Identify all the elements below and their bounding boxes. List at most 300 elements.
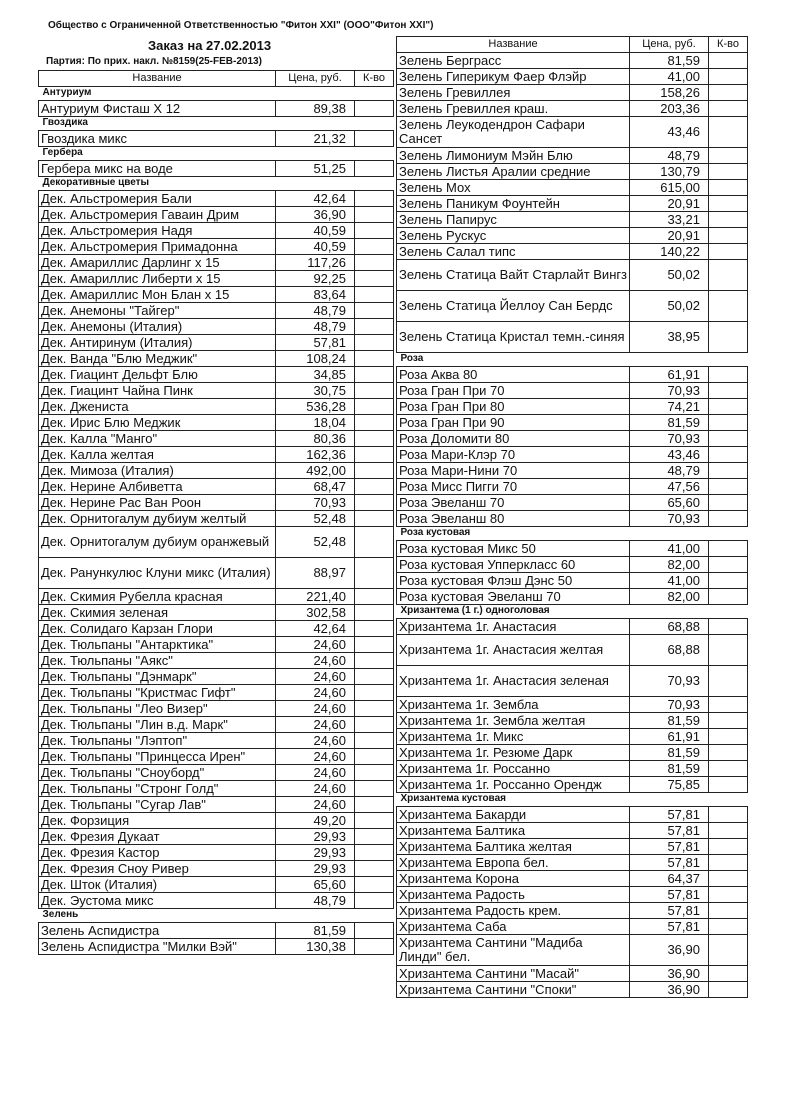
- table-row: [397, 479, 748, 495]
- item-name: Роза Гран При 70: [397, 383, 630, 399]
- item-qty: [709, 839, 748, 855]
- table-row: [397, 228, 748, 244]
- item-price: 41,00: [630, 69, 709, 85]
- item-name: Роза Гран При 90: [397, 415, 630, 431]
- item-name: Роза Эвеланш 80: [397, 511, 630, 527]
- table-row: [39, 637, 394, 653]
- item-price: 302,58: [276, 605, 355, 621]
- item-qty: [355, 717, 394, 733]
- item-price: 61,91: [630, 367, 709, 383]
- table-row: [397, 148, 748, 164]
- item-price: 81,59: [630, 415, 709, 431]
- section-title: Хризантема кустовая: [400, 793, 506, 805]
- col-header-price: Цена, руб.: [276, 71, 355, 87]
- item-name: Дек. Орнитогалум дубиум оранжевый: [39, 527, 276, 558]
- item-name: Дек. Шток (Италия): [39, 877, 276, 893]
- table-row: [397, 573, 748, 589]
- item-qty: [709, 383, 748, 399]
- item-price: 57,81: [630, 807, 709, 823]
- table-row: [39, 383, 394, 399]
- section-title: Декоративные цветы: [42, 177, 150, 189]
- item-price: 29,93: [276, 845, 355, 861]
- section-title: Антуриум: [42, 87, 92, 99]
- item-name: Дек. Гиацинт Чайна Пинк: [39, 383, 276, 399]
- table-row: [39, 829, 394, 845]
- item-name: Зелень Салал типс: [397, 244, 630, 260]
- item-price: 492,00: [276, 463, 355, 479]
- item-price: 29,93: [276, 861, 355, 877]
- item-qty: [355, 335, 394, 351]
- table-row: [39, 939, 394, 955]
- table-row: [39, 733, 394, 749]
- item-name: Дек. Фрезия Кастор: [39, 845, 276, 861]
- table-row: [397, 619, 748, 635]
- col-header-name: Название: [397, 37, 630, 53]
- item-name: Хризантема 1г. Анастасия: [397, 619, 630, 635]
- item-price: 68,88: [630, 619, 709, 635]
- item-price: 24,60: [276, 685, 355, 701]
- right-price-table: [396, 36, 748, 998]
- table-row: [39, 717, 394, 733]
- item-qty: [709, 196, 748, 212]
- item-price: 24,60: [276, 749, 355, 765]
- item-name: Дек. Форзиция: [39, 813, 276, 829]
- item-price: 61,91: [630, 729, 709, 745]
- item-qty: [355, 589, 394, 605]
- table-row: [397, 85, 748, 101]
- table-row: [397, 541, 748, 557]
- item-qty: [709, 117, 748, 148]
- item-qty: [709, 745, 748, 761]
- item-name: Дек. Антиринум (Италия): [39, 335, 276, 351]
- item-qty: [709, 69, 748, 85]
- item-price: 74,21: [630, 399, 709, 415]
- item-qty: [355, 431, 394, 447]
- item-qty: [355, 749, 394, 765]
- item-name: Хризантема 1г. Анастасия желтая: [397, 635, 630, 666]
- table-row: [39, 893, 394, 909]
- item-qty: [355, 161, 394, 177]
- item-price: 40,59: [276, 239, 355, 255]
- table-row: [397, 761, 748, 777]
- item-price: 52,48: [276, 511, 355, 527]
- item-name: Дек. Мимоза (Италия): [39, 463, 276, 479]
- item-name: Зелень Леукодендрон Сафари Сансет: [397, 117, 630, 148]
- item-price: 48,79: [630, 148, 709, 164]
- table-row: [39, 351, 394, 367]
- table-row: [397, 697, 748, 713]
- item-price: 92,25: [276, 271, 355, 287]
- item-qty: [709, 228, 748, 244]
- item-qty: [709, 53, 748, 69]
- table-row: [39, 877, 394, 893]
- table-row: [397, 855, 748, 871]
- item-qty: [709, 447, 748, 463]
- item-qty: [355, 877, 394, 893]
- table-row: [39, 207, 394, 223]
- item-qty: [355, 527, 394, 558]
- item-name: Зелень Лимониум Мэйн Блю: [397, 148, 630, 164]
- item-name: Дек. Ванда "Блю Меджик": [39, 351, 276, 367]
- item-price: 81,59: [630, 745, 709, 761]
- item-price: 24,60: [276, 765, 355, 781]
- item-qty: [709, 903, 748, 919]
- section-title: Роза: [400, 353, 424, 365]
- item-price: 130,79: [630, 164, 709, 180]
- section-header-row: [397, 793, 748, 807]
- item-name: Дек. Тюльпаны "Лео Визер": [39, 701, 276, 717]
- item-price: 82,00: [630, 557, 709, 573]
- table-row: [39, 161, 394, 177]
- item-qty: [709, 463, 748, 479]
- item-name: Дек. Гиацинт Дельфт Блю: [39, 367, 276, 383]
- item-name: Дек. Калла желтая: [39, 447, 276, 463]
- item-qty: [709, 887, 748, 903]
- item-qty: [709, 697, 748, 713]
- table-row: [397, 511, 748, 527]
- item-price: 57,81: [630, 855, 709, 871]
- table-row: [397, 887, 748, 903]
- item-price: 81,59: [630, 761, 709, 777]
- item-name: Дек. Анемоны "Тайгер": [39, 303, 276, 319]
- item-price: 24,60: [276, 637, 355, 653]
- item-name: Роза кустовая Упперкласс 60: [397, 557, 630, 573]
- item-qty: [355, 893, 394, 909]
- item-name: Зелень Папирус: [397, 212, 630, 228]
- item-qty: [709, 855, 748, 871]
- item-name: Роза Мари-Нини 70: [397, 463, 630, 479]
- item-qty: [355, 399, 394, 415]
- table-row: [397, 69, 748, 85]
- table-row: [397, 935, 748, 966]
- batch-info: Партия: По прих. накл. №8159(25-FEB-2013): [46, 56, 262, 67]
- item-qty: [709, 729, 748, 745]
- item-price: 24,60: [276, 701, 355, 717]
- item-name: Зелень Статица Вайт Старлайт Вингз: [397, 260, 630, 291]
- table-row: [39, 447, 394, 463]
- section-header-row: [39, 177, 394, 191]
- item-price: 36,90: [630, 935, 709, 966]
- section-title: Гвоздика: [42, 117, 88, 129]
- table-row: [397, 635, 748, 666]
- item-qty: [709, 244, 748, 260]
- item-qty: [355, 653, 394, 669]
- table-row: [39, 861, 394, 877]
- item-price: 140,22: [630, 244, 709, 260]
- table-row: [397, 666, 748, 697]
- item-name: Роза Аква 80: [397, 367, 630, 383]
- table-row: [397, 903, 748, 919]
- item-price: 57,81: [276, 335, 355, 351]
- item-price: 536,28: [276, 399, 355, 415]
- item-price: 108,24: [276, 351, 355, 367]
- item-name: Зелень Рускус: [397, 228, 630, 244]
- item-name: Роза Гран При 80: [397, 399, 630, 415]
- table-row: [39, 797, 394, 813]
- item-qty: [355, 239, 394, 255]
- item-price: 24,60: [276, 653, 355, 669]
- item-price: 29,93: [276, 829, 355, 845]
- item-name: Дек. Орнитогалум дубиум желтый: [39, 511, 276, 527]
- item-name: Хризантема Радость крем.: [397, 903, 630, 919]
- item-price: 36,90: [276, 207, 355, 223]
- table-row: [397, 745, 748, 761]
- table-row: [39, 813, 394, 829]
- item-name: Дек. Тюльпаны "Стронг Голд": [39, 781, 276, 797]
- item-price: 50,02: [630, 260, 709, 291]
- item-name: Роза кустовая Эвеланш 70: [397, 589, 630, 605]
- item-price: 51,25: [276, 161, 355, 177]
- item-price: 48,79: [276, 893, 355, 909]
- item-name: Дек. Нерине Албиветта: [39, 479, 276, 495]
- item-qty: [355, 765, 394, 781]
- item-price: 615,00: [630, 180, 709, 196]
- item-price: 70,93: [630, 511, 709, 527]
- item-name: Зелень Статица Кристал темн.-синяя: [397, 322, 630, 353]
- item-qty: [709, 557, 748, 573]
- item-qty: [355, 255, 394, 271]
- left-table-body: [39, 87, 394, 955]
- item-price: 81,59: [630, 713, 709, 729]
- section-header-row: [397, 353, 748, 367]
- table-row: [39, 621, 394, 637]
- item-qty: [355, 191, 394, 207]
- item-qty: [355, 101, 394, 117]
- col-header-qty: К-во: [709, 37, 748, 53]
- item-price: 68,88: [630, 635, 709, 666]
- table-row: [39, 781, 394, 797]
- item-name: Дек. Джениста: [39, 399, 276, 415]
- section-title: Зелень: [42, 909, 79, 921]
- item-qty: [709, 101, 748, 117]
- item-qty: [709, 966, 748, 982]
- table-row: [39, 335, 394, 351]
- item-qty: [709, 573, 748, 589]
- table-row: [39, 701, 394, 717]
- item-qty: [709, 322, 748, 353]
- item-name: Дек. Тюльпаны "Сноуборд": [39, 765, 276, 781]
- item-name: Дек. Тюльпаны "Принцесса Ирен": [39, 749, 276, 765]
- table-row: [397, 589, 748, 605]
- item-price: 21,32: [276, 131, 355, 147]
- item-price: 70,93: [630, 383, 709, 399]
- section-header-row: [39, 87, 394, 101]
- item-price: 49,20: [276, 813, 355, 829]
- item-qty: [355, 351, 394, 367]
- item-qty: [355, 303, 394, 319]
- section-title: Гербера: [42, 147, 83, 159]
- item-price: 41,00: [630, 573, 709, 589]
- table-row: [39, 765, 394, 781]
- item-price: 18,04: [276, 415, 355, 431]
- order-title: Заказ на 27.02.2013: [148, 38, 272, 53]
- section-header-row: [39, 117, 394, 131]
- item-price: 70,93: [630, 697, 709, 713]
- item-name: Дек. Тюльпаны "Сугар Лав": [39, 797, 276, 813]
- item-name: Роза Мисс Пигги 70: [397, 479, 630, 495]
- item-price: 130,38: [276, 939, 355, 955]
- table-row: [397, 823, 748, 839]
- item-price: 203,36: [630, 101, 709, 117]
- table-row: [39, 271, 394, 287]
- item-qty: [709, 180, 748, 196]
- item-qty: [355, 511, 394, 527]
- item-price: 24,60: [276, 733, 355, 749]
- table-row: [39, 527, 394, 558]
- item-price: 42,64: [276, 621, 355, 637]
- item-name: Дек. Тюльпаны "Лин в.д. Марк": [39, 717, 276, 733]
- item-price: 117,26: [276, 255, 355, 271]
- table-row: [39, 463, 394, 479]
- item-qty: [709, 367, 748, 383]
- item-price: 24,60: [276, 669, 355, 685]
- item-qty: [355, 733, 394, 749]
- item-name: Хризантема Бакарди: [397, 807, 630, 823]
- item-name: Роза Доломити 80: [397, 431, 630, 447]
- item-qty: [709, 164, 748, 180]
- table-row: [397, 117, 748, 148]
- table-row: [397, 871, 748, 887]
- item-qty: [355, 223, 394, 239]
- item-qty: [355, 479, 394, 495]
- item-price: 36,90: [630, 966, 709, 982]
- item-name: Дек. Фрезия Дукаат: [39, 829, 276, 845]
- item-name: Хризантема Сантини "Споки": [397, 982, 630, 998]
- item-price: 41,00: [630, 541, 709, 557]
- table-row: [39, 239, 394, 255]
- item-qty: [355, 781, 394, 797]
- item-name: Зелень Аспидистра: [39, 923, 276, 939]
- item-price: 82,00: [630, 589, 709, 605]
- item-price: 80,36: [276, 431, 355, 447]
- item-price: 64,37: [630, 871, 709, 887]
- item-price: 20,91: [630, 228, 709, 244]
- item-qty: [355, 287, 394, 303]
- item-price: 30,75: [276, 383, 355, 399]
- item-qty: [355, 813, 394, 829]
- item-qty: [355, 131, 394, 147]
- col-header-price: Цена, руб.: [630, 37, 709, 53]
- item-qty: [709, 919, 748, 935]
- table-row: [39, 367, 394, 383]
- table-row: [397, 557, 748, 573]
- item-name: Дек. Альстромерия Надя: [39, 223, 276, 239]
- item-name: Дек. Тюльпаны "Антарктика": [39, 637, 276, 653]
- item-price: 57,81: [630, 823, 709, 839]
- table-row: [397, 399, 748, 415]
- item-price: 20,91: [630, 196, 709, 212]
- item-qty: [355, 383, 394, 399]
- item-qty: [709, 85, 748, 101]
- item-price: 57,81: [630, 887, 709, 903]
- table-row: [39, 495, 394, 511]
- item-name: Дек. Солидаго Карзан Глори: [39, 621, 276, 637]
- item-qty: [709, 212, 748, 228]
- item-qty: [709, 589, 748, 605]
- item-qty: [709, 148, 748, 164]
- item-name: Хризантема 1г. Микс: [397, 729, 630, 745]
- item-qty: [355, 605, 394, 621]
- item-name: Хризантема 1г. Анастасия зеленая: [397, 666, 630, 697]
- table-row: [397, 807, 748, 823]
- table-row: [39, 479, 394, 495]
- item-price: 57,81: [630, 839, 709, 855]
- item-qty: [355, 669, 394, 685]
- item-name: Дек. Ирис Блю Меджик: [39, 415, 276, 431]
- right-table-body: [397, 53, 748, 998]
- item-qty: [355, 701, 394, 717]
- item-name: Хризантема Сантини "Мадиба Линди" бел.: [397, 935, 630, 966]
- item-qty: [355, 685, 394, 701]
- item-qty: [355, 939, 394, 955]
- item-qty: [709, 541, 748, 557]
- item-name: Дек. Альстромерия Бали: [39, 191, 276, 207]
- item-price: 48,79: [276, 319, 355, 335]
- item-price: 70,93: [630, 431, 709, 447]
- item-name: Хризантема 1г. Резюме Дарк: [397, 745, 630, 761]
- item-qty: [709, 291, 748, 322]
- table-row: [39, 131, 394, 147]
- section-title: Роза кустовая: [400, 527, 471, 539]
- item-price: 36,90: [630, 982, 709, 998]
- item-qty: [355, 415, 394, 431]
- item-name: Роза Эвеланш 70: [397, 495, 630, 511]
- table-row: [397, 431, 748, 447]
- item-name: Зелень Гревиллея краш.: [397, 101, 630, 117]
- item-price: 158,26: [630, 85, 709, 101]
- company-name: Общество с Ограниченной Ответственностью "Фитон XXI" (ООО"Фитон XXI"): [48, 20, 434, 31]
- item-price: 52,48: [276, 527, 355, 558]
- item-price: 57,81: [630, 919, 709, 935]
- item-qty: [709, 431, 748, 447]
- item-qty: [709, 399, 748, 415]
- item-qty: [355, 829, 394, 845]
- item-name: Дек. Тюльпаны "Аякс": [39, 653, 276, 669]
- item-price: 34,85: [276, 367, 355, 383]
- item-price: 70,93: [630, 666, 709, 697]
- item-name: Дек. Амариллис Дарлинг х 15: [39, 255, 276, 271]
- table-row: [39, 287, 394, 303]
- table-row: [39, 589, 394, 605]
- table-row: [397, 839, 748, 855]
- table-row: [39, 605, 394, 621]
- table-row: [39, 669, 394, 685]
- item-price: 65,60: [630, 495, 709, 511]
- table-row: [397, 244, 748, 260]
- item-qty: [355, 463, 394, 479]
- item-qty: [709, 761, 748, 777]
- item-name: Хризантема Корона: [397, 871, 630, 887]
- table-row: [397, 463, 748, 479]
- item-price: 43,46: [630, 117, 709, 148]
- item-name: Дек. Скимия зеленая: [39, 605, 276, 621]
- item-qty: [709, 260, 748, 291]
- table-row: [397, 212, 748, 228]
- table-row: [39, 415, 394, 431]
- item-qty: [355, 797, 394, 813]
- item-qty: [709, 666, 748, 697]
- item-name: Зелень Мох: [397, 180, 630, 196]
- item-name: Дек. Амариллис Мон Блан х 15: [39, 287, 276, 303]
- item-name: Зелень Гревиллея: [397, 85, 630, 101]
- item-price: 43,46: [630, 447, 709, 463]
- item-qty: [709, 511, 748, 527]
- item-name: Хризантема 1г. Россанно: [397, 761, 630, 777]
- item-name: Хризантема Саба: [397, 919, 630, 935]
- item-name: Дек. Фрезия Сноу Ривер: [39, 861, 276, 877]
- table-row: [397, 196, 748, 212]
- table-row: [397, 713, 748, 729]
